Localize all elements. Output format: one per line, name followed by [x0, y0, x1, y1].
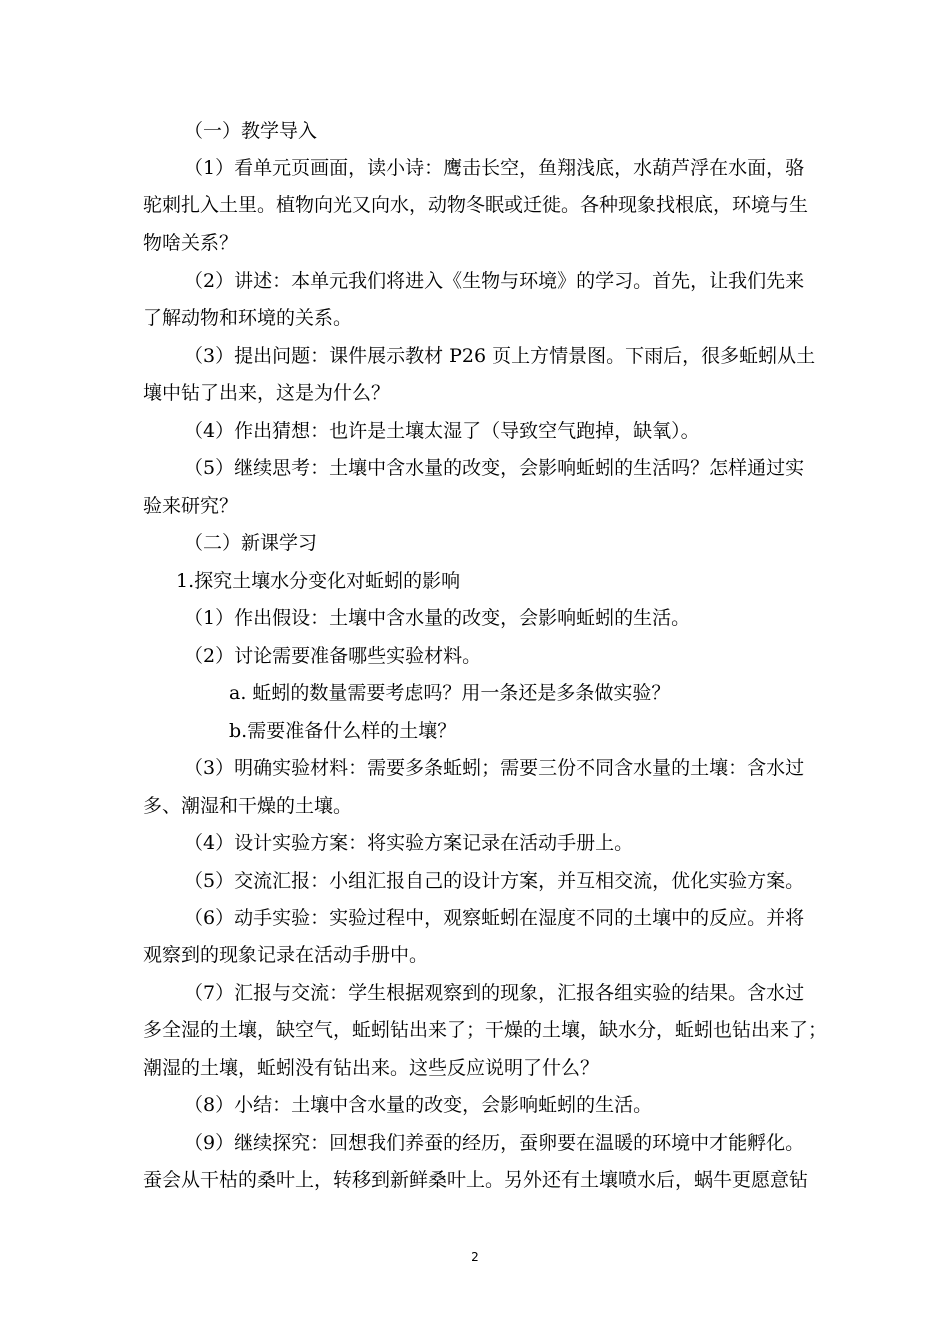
- paragraph-line: 蚕会从干枯的桑叶上，转移到新鲜桑叶上。另外还有土壤喷水后，蜗牛更愿意钻: [143, 1169, 809, 1191]
- section-heading-intro: （一）教学导入: [184, 120, 318, 142]
- paragraph-line: 验来研究？: [143, 495, 239, 517]
- paragraph-line: （3）明确实验材料：需要多条蚯蚓；需要三份不同含水量的土壤：含水过: [184, 757, 805, 779]
- paragraph-line: 物啥关系？: [143, 232, 239, 254]
- paragraph-line: （3）提出问题：课件展示教材 P26 页上方情景图。下雨后，很多蚯蚓从土: [184, 345, 816, 367]
- paragraph-line: （2）讲述：本单元我们将进入《生物与环境》的学习。首先，让我们先来: [184, 270, 805, 292]
- subsection-heading: 1.探究土壤水分变化对蚯蚓的影响: [176, 570, 461, 592]
- paragraph-line: （9）继续探究：回想我们养蚕的经历，蚕卵要在温暖的环境中才能孵化。: [184, 1132, 805, 1154]
- paragraph-line: （4）作出猜想：也许是土壤太湿了（导致空气跑掉，缺氧）。: [184, 420, 700, 442]
- paragraph-line: （5）交流汇报：小组汇报自己的设计方案，并互相交流，优化实验方案。: [184, 870, 805, 892]
- paragraph-line: 驼刺扎入土里。植物向光又向水，动物冬眠或迁徙。各种现象找根底，环境与生: [143, 194, 809, 216]
- paragraph-line: 潮湿的土壤，蚯蚓没有钻出来。这些反应说明了什么？: [143, 1057, 600, 1079]
- paragraph-line: 多全湿的土壤，缺空气，蚯蚓钻出来了；干燥的土壤，缺水分，蚯蚓也钻出来了；: [143, 1019, 828, 1041]
- paragraph-line: （5）继续思考：土壤中含水量的改变，会影响蚯蚓的生活吗？怎样通过实: [184, 457, 805, 479]
- paragraph-line: （8）小结：土壤中含水量的改变，会影响蚯蚓的生活。: [184, 1094, 653, 1116]
- paragraph-line: 了解动物和环境的关系。: [143, 307, 353, 329]
- paragraph-line: 壤中钻了出来，这是为什么？: [143, 382, 391, 404]
- page-number: 2: [471, 1250, 479, 1264]
- paragraph-line: （4）设计实验方案：将实验方案记录在活动手册上。: [184, 832, 634, 854]
- paragraph-line: （1）看单元页画面，读小诗：鹰击长空，鱼翔浅底，水葫芦浮在水面，骆: [184, 157, 805, 179]
- paragraph-line: 观察到的现象记录在活动手册中。: [143, 944, 429, 966]
- paragraph-line: （6）动手实验：实验过程中，观察蚯蚓在湿度不同的土壤中的反应。并将: [184, 907, 805, 929]
- section-heading-new-lesson: （二）新课学习: [184, 532, 318, 554]
- paragraph-line: （7）汇报与交流：学生根据观察到的现象，汇报各组实验的结果。含水过: [184, 982, 805, 1004]
- paragraph-line: 多、潮湿和干燥的土壤。: [143, 795, 353, 817]
- paragraph-line: （1）作出假设：土壤中含水量的改变，会影响蚯蚓的生活。: [184, 607, 691, 629]
- paragraph-line: （2）讨论需要准备哪些实验材料。: [184, 645, 482, 667]
- list-item: a. 蚯蚓的数量需要考虑吗？用一条还是多条做实验？: [229, 682, 671, 704]
- list-item: b.需要准备什么样的土壤？: [229, 720, 457, 742]
